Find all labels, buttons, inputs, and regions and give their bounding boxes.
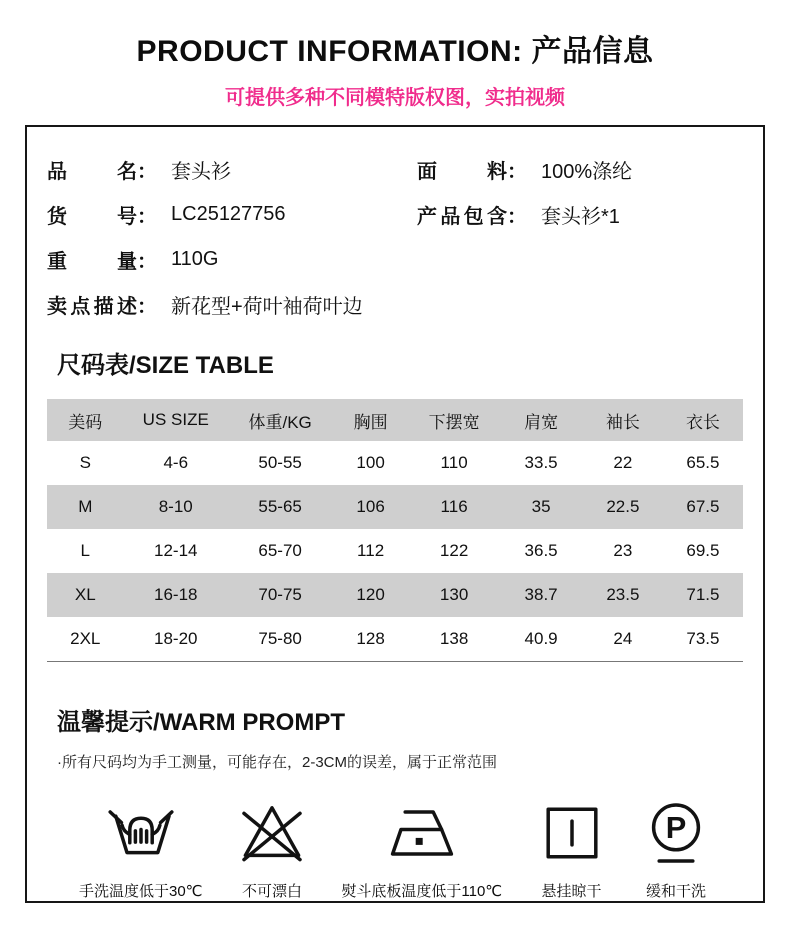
size-table-cell: 110 (440, 453, 468, 472)
no-bleach-icon (237, 798, 307, 868)
size-table-cell: 16-18 (154, 585, 198, 604)
size-table-cell: 38.7 (524, 585, 558, 604)
size-table-cell: 70-75 (258, 585, 302, 604)
care-item-hang-dry (537, 798, 607, 901)
table-row (47, 485, 743, 529)
svg-text:P: P (665, 809, 687, 845)
size-table-col-header: 衣长 (685, 412, 720, 432)
care-item-label: 手洗温度低于30℃ (79, 882, 203, 900)
size-table-heading: 尺码表/SIZE TABLE (57, 352, 274, 379)
info-field-value: 110G (171, 248, 219, 270)
size-table-cell: 67.5 (686, 497, 720, 516)
size-table-col-header: 下摆宽 (428, 412, 480, 432)
label-colon: ： (137, 206, 157, 228)
size-table-cell: 65-70 (258, 541, 302, 560)
size-table-cell: 4-6 (163, 453, 189, 472)
size-table-cell: 128 (356, 628, 385, 648)
label-colon: ： (507, 161, 527, 183)
size-table-cell: 100 (356, 453, 385, 472)
info-field-label: 货号 (47, 206, 137, 228)
page-title: PRODUCT INFORMATION: 产品信息 (136, 35, 654, 68)
size-table-cell: 12-14 (154, 541, 198, 560)
label-colon: ： (137, 296, 157, 318)
info-field-item-number (47, 192, 395, 237)
info-field-weight (47, 237, 395, 282)
care-item-label: 不可漂白 (241, 882, 302, 900)
care-item-label: 熨斗底板温度低于110℃ (341, 882, 503, 900)
size-table-cell: 50-55 (258, 453, 302, 472)
size-table-cell: S (79, 453, 91, 472)
size-table-cell: 138 (439, 628, 469, 648)
care-item-dry-clean (641, 798, 711, 901)
info-field-label: 重量 (47, 251, 137, 273)
size-table-col-header: 美码 (68, 412, 103, 432)
info-field-fabric (395, 147, 743, 192)
size-table-col-header: 胸围 (353, 412, 388, 432)
table-row (47, 573, 743, 617)
size-table-cell: 75-80 (258, 628, 302, 648)
size-table-cell: 71.5 (686, 585, 720, 604)
size-table-cell: 2XL (70, 628, 101, 648)
care-item-iron (341, 798, 502, 901)
label-colon: ： (507, 206, 527, 228)
size-table-cell: XL (74, 585, 96, 604)
size-table-cell: 122 (439, 541, 469, 560)
size-table-cell: 69.5 (686, 541, 720, 560)
size-table-cell: 55-65 (258, 497, 302, 516)
product-info-box (25, 125, 765, 903)
size-table-cell: L (80, 541, 90, 560)
info-field-label: 卖点描述 (47, 296, 137, 318)
size-table-cell: 35 (531, 497, 551, 516)
iron-temp-icon (387, 798, 457, 868)
table-row (47, 441, 743, 485)
info-field-product-name (47, 147, 395, 192)
info-field-value: 新花型+荷叶袖荷叶边 (171, 296, 363, 318)
warm-prompt-heading: 温馨提示/WARM PROMPT (57, 708, 345, 736)
info-field-label: 面料 (417, 161, 507, 183)
hand-wash-icon (106, 798, 176, 868)
size-table-cell: 112 (357, 541, 385, 560)
size-table-col-header: 肩宽 (524, 412, 559, 432)
care-item-label: 缓和干洗 (645, 882, 706, 900)
product-info-fields (47, 147, 743, 327)
size-table (47, 399, 743, 662)
size-table-cell: 116 (440, 497, 468, 516)
care-item-no-bleach (237, 798, 307, 901)
size-table-col-header: 体重/KG (248, 412, 312, 432)
size-table-cell: 130 (439, 585, 469, 604)
size-table-cell: 8-10 (158, 497, 193, 516)
info-field-value: 套头衫*1 (541, 206, 620, 228)
page-subtitle: 可提供多种不同模特版权图，实拍视频 (225, 87, 565, 109)
size-table-cell: 18-20 (154, 628, 198, 648)
table-row (47, 529, 743, 573)
care-instructions-row (47, 798, 743, 901)
size-table-cell: 22.5 (606, 497, 640, 516)
size-table-cell: 23 (613, 541, 633, 560)
size-table-cell: 33.5 (524, 453, 558, 472)
care-item-hand-wash (79, 798, 203, 901)
table-row (47, 617, 743, 661)
size-table-col-header: 袖长 (605, 412, 640, 432)
size-table-col-header: US SIZE (142, 410, 209, 429)
info-field-label: 产品包含 (417, 206, 507, 228)
info-field-spacer (395, 237, 743, 282)
info-field-selling-point (47, 282, 743, 327)
hang-dry-icon (537, 798, 607, 868)
info-field-label: 品名 (47, 161, 137, 183)
label-colon: ： (137, 251, 157, 273)
size-table-cell: 106 (356, 497, 385, 516)
size-table-head-row (47, 399, 743, 441)
label-colon: ： (137, 161, 157, 183)
info-field-value: LC25127756 (171, 203, 286, 225)
info-field-value: 100%涤纶 (541, 161, 633, 183)
size-table-cell: 65.5 (686, 453, 720, 472)
size-table-cell: 40.9 (524, 628, 558, 648)
gentle-dry-clean-icon (641, 798, 711, 868)
size-table-cell: 73.5 (686, 628, 720, 648)
info-field-package (395, 192, 743, 237)
care-item-label: 悬挂晾干 (541, 882, 602, 900)
size-table-cell: 24 (613, 628, 633, 648)
info-field-value: 套头衫 (171, 161, 231, 183)
size-table-body (47, 441, 743, 661)
size-table-cell: M (78, 497, 93, 516)
size-table-cell: 23.5 (606, 585, 640, 604)
warm-prompt-note: ·所有尺码均为手工测量，可能存在，2-3CM的误差，属于正常范围 (57, 753, 498, 771)
size-table-cell: 120 (356, 585, 385, 604)
size-table-cell: 36.5 (524, 541, 558, 560)
size-table-cell: 22 (613, 453, 633, 472)
